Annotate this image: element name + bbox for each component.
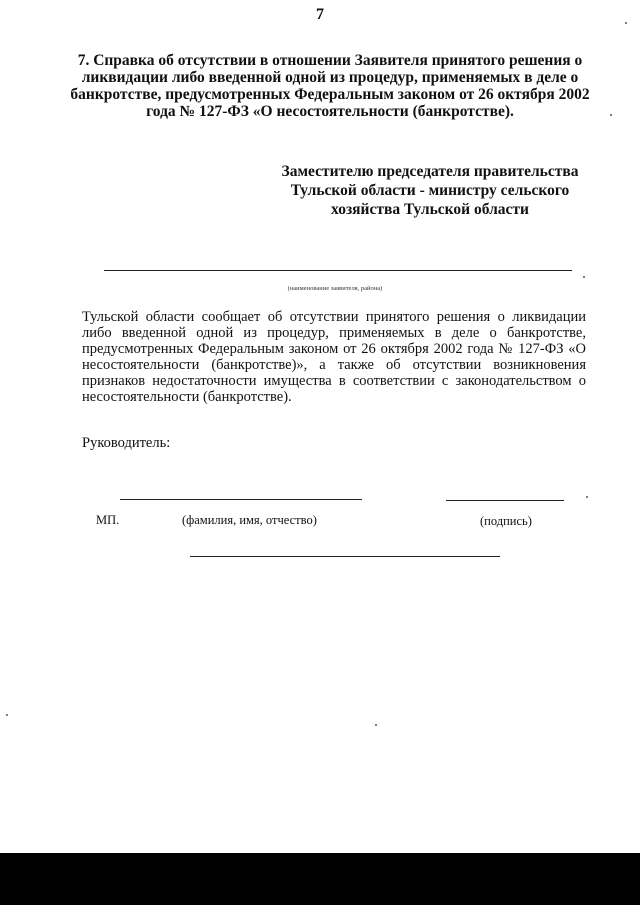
applicant-caption: (наименование заявителя, района)	[287, 285, 383, 292]
applicant-name-line	[104, 270, 572, 271]
head-label: Руководитель:	[82, 435, 171, 451]
stamp-place-label: МП.	[96, 513, 120, 527]
signature-caption: (подпись)	[480, 514, 532, 528]
scan-speck	[6, 714, 8, 716]
scan-speck	[610, 114, 612, 116]
bottom-line	[190, 556, 500, 557]
scan-speck	[586, 496, 588, 498]
addressee-line-1: Заместителю председателя правительства	[281, 163, 579, 180]
scan-speck	[375, 724, 377, 726]
name-signature-line	[120, 499, 362, 500]
addressee-line-2: Тульской области - министру сельского	[290, 182, 570, 199]
signature-line	[446, 500, 564, 501]
addressee-block	[270, 162, 590, 219]
document-title: 7. Справка об отсутствии в отношении Заявителя принятого решения о ликвидации либо введенной одной из процедур, применяемых в деле о банкротстве, предусмотренных Федеральным законом от 26 октября 2002 года № 127-ФЗ «О несостоятельности (банкротстве).	[70, 52, 590, 120]
full-name-caption: (фамилия, имя, отчество)	[182, 513, 317, 527]
scan-speck	[625, 22, 627, 24]
addressee-line-3: хозяйства Тульской области	[331, 201, 529, 218]
page-number: 7	[316, 6, 324, 23]
scan-speck	[583, 276, 585, 278]
scan-border-bottom	[0, 853, 640, 905]
body-paragraph: Тульской области сообщает об отсутствии принятого решения о ликвидации либо введенной одной из процедур, применяемых в деле о банкротстве, предусмотренных Федеральным законом от 26 октября 2002 года № 127-ФЗ «О несостоятельности (банкротстве)», а также об отсутствии возникновения признаков недостаточности имущества в соответствии с законодательством о несостоятельности (банкротстве).	[82, 309, 586, 405]
